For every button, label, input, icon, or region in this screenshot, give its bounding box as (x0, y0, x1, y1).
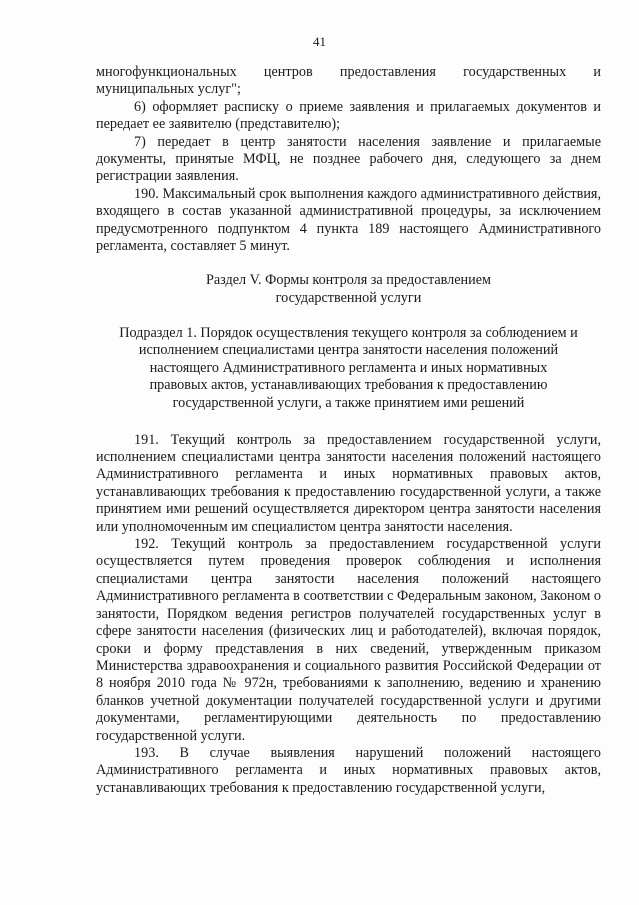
spacer (96, 255, 601, 272)
paragraph-190: 190. Максимальный срок выполнения каждого административного действия, входящего в состав указанной административной процедуры, за исключением предусмотренного подпунктом 4 пункта 189 настоящего Административного регламента, составляет 5 минут. (96, 185, 601, 255)
subsection-heading-line: правовых актов, устанавливающих требования к предоставлению (149, 377, 548, 394)
paragraph-192: 192. Текущий контроль за предоставлением государственной услуги осуществляется путем проведения проверок соблюдения и исполнения специалистами центра занятости населения положений настоящего Административного регламента в соответствии с Федеральным законом, Законом о занятости, Порядком ведения регистров получателей государственных услуг в сфере занятости населения (физических лиц и работодателей), включая порядок, сроки и форму представления в них сведений, утвержденным приказом Министерства здравоохранения и социального развития Российской Федерации от 8 ноября 2010 года № 972н, требованиями к заполнению, ведению и хранению бланков учетной документации получателей государственной услуги и другими документами, регламентирующими деятельность по предоставлению государственной услуги. (96, 536, 601, 744)
paragraph-item-6: 6) оформляет расписку о приеме заявления и прилагаемых документов и передает ее заявителю (представителю); (96, 98, 601, 133)
document-body (96, 64, 601, 797)
page-number: 41 (313, 34, 326, 49)
paragraph-continuation: многофункциональных центров предоставления государственных и муниципальных услуг"; (96, 64, 601, 98)
spacer (96, 413, 601, 432)
spacer (96, 308, 601, 325)
section-heading-line: государственной услуги (275, 290, 422, 307)
subsection-heading (96, 325, 601, 413)
paragraph-191: 191. Текущий контроль за предоставлением государственной услуги, исполнением специалистами центра занятости населения положений настоящего Административного регламента и иных нормативных правовых актов, устанавливающих требования к предоставлению государственной услуги, а также принятием ими решений осуществляется директором центра занятости населения или уполномоченным им специалистом центра занятости населения. (96, 431, 601, 535)
paragraph-item-7: 7) передает в центр занятости населения заявление и прилагаемые документы, принятые МФЦ, не позднее рабочего дня, следующего за днем регистрации заявления. (96, 133, 601, 185)
subsection-heading-line: Подраздел 1. Порядок осуществления текущего контроля за соблюдением и (119, 324, 578, 341)
subsection-heading-line: исполнением специалистами центра занятости населения положений (138, 342, 559, 359)
subsection-heading-line: государственной услуги, а также принятием ими решений (172, 395, 525, 412)
section-heading (96, 272, 601, 307)
paragraph-193: 193. В случае выявления нарушений положений настоящего Административного регламента и иных нормативных правовых актов, устанавливающих требования к предоставлению государственной услуги, (96, 744, 601, 796)
section-heading-line: Раздел V. Формы контроля за предоставлением (205, 272, 492, 289)
subsection-heading-line: настоящего Административного регламента и иных нормативных (149, 359, 548, 376)
